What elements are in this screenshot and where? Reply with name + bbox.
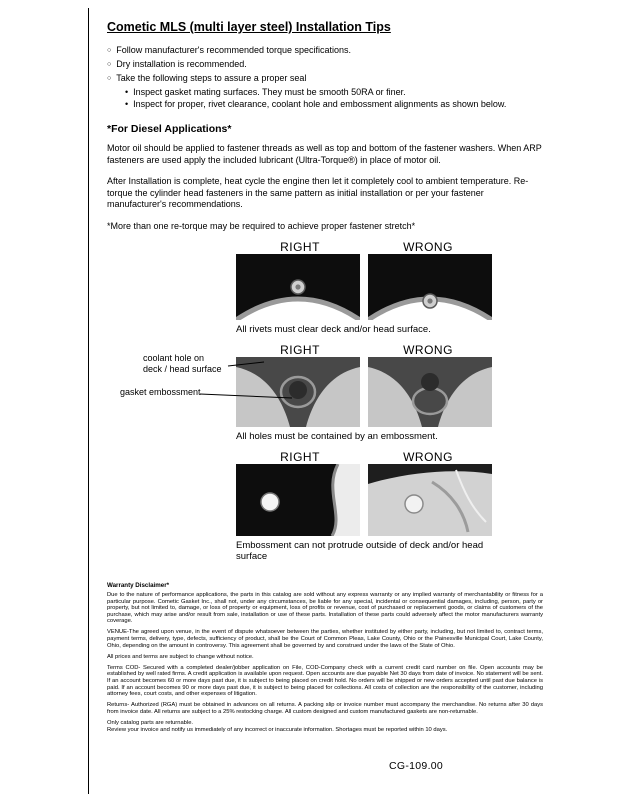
sub-tip-item: • Inspect for proper, rivet clearance, coolant hole and embossment alignments as shown below. [125, 98, 545, 110]
tip-item: ○ Take the following steps to assure a proper seal [107, 72, 545, 86]
left-margin-rule [88, 8, 89, 794]
wrong-label: WRONG [403, 240, 453, 254]
embossment-protrusion-wrong-image [368, 464, 492, 536]
sub-tip-item: • Inspect gasket mating surfaces. They must be smooth 50RA or finer. [125, 86, 545, 98]
figure-panels [236, 254, 492, 320]
legal-paragraph: All prices and terms are subject to change without notice. [107, 653, 254, 660]
legal-paragraph: VENUE-The agreed upon venue, in the event of dispute whatsoever between the parties, whether instituted by either party, including, but not limited to, contract terms, payment terms, delivery, type, defects, sufficiency of product, shall be the Court of Common Pleas, Lake County, Ohio or the Painesville Municipal Court, Lake County, Ohio, depending on the amount in controversy. This agreement shall be governed by and construed under the laws of the State of Ohio. [107, 629, 543, 649]
rivet-clearance-correct-illustration [236, 254, 360, 320]
retorque-note: *More than one re-torque may be required to achieve proper fastener stretch* [107, 220, 416, 231]
legal-paragraph: Only catalog parts are returnable. [107, 720, 194, 726]
right-label: RIGHT [280, 450, 320, 464]
gasket-embossment-annotation: gasket embossment [120, 387, 201, 397]
wrong-label: WRONG [403, 450, 453, 464]
figure-rivet-clearance [236, 240, 492, 335]
installation-tips-list [107, 44, 545, 86]
embossment-protrusion-correct-image [236, 464, 360, 536]
figure-hole-embossment [120, 343, 492, 442]
legal-paragraph: Review your invoice and notify us immediately of any incorrect or inaccurate information. Shortages must be reported within 10 days. [107, 726, 448, 733]
rivet-clearance-correct-image [236, 254, 360, 320]
figure-caption: All rivets must clear deck and/or head surface. [236, 324, 431, 335]
page-content [107, 20, 545, 733]
rivet-clearance-wrong-illustration [368, 254, 492, 320]
legal-section [107, 582, 543, 733]
annotation-pointer-lines [200, 358, 305, 403]
figure-caption: All holes must be contained by an embossment. [236, 431, 438, 442]
tip-item: ○ Follow manufacturer's recommended torque specifications. [107, 44, 545, 58]
hole-embossment-wrong-image [368, 357, 492, 427]
diesel-paragraph-2: After Installation is complete, heat cycle the engine then let it completely cool to ambient temperature. Re-torque the cylinder head fasteners in the same pattern as initial installation or per your fastener manufacturer's recommendations. [107, 176, 529, 209]
catalog-page-code: CG-109.00 [389, 760, 444, 772]
proper-seal-steps-list [125, 86, 545, 110]
embossment-protrusion-correct-illustration [236, 464, 360, 536]
figure-panels [236, 464, 492, 536]
right-label: RIGHT [280, 240, 320, 254]
diesel-paragraph-1: Motor oil should be applied to fastener threads as well as top and bottom of the fastener washers. When ARP fasteners are used apply the included lubricant (Ultra-Torque®) in place of motor oil. [107, 143, 542, 165]
rivet-clearance-wrong-image [368, 254, 492, 320]
figure-labels [236, 343, 492, 357]
coolant-hole-annotation-line2: deck / head surface [143, 363, 222, 374]
coolant-hole-annotation-line1: coolant hole on [143, 353, 205, 363]
figure-labels [236, 450, 492, 464]
hole-embossment-wrong-illustration [368, 357, 492, 427]
legal-paragraph: Returns- Authorized (RGA) must be obtained in advances on all returns. A packing slip or invoice number must accompany the merchandise. No returns after 30 days from invoice date. All returns are subject to a 25% restocking charge. All custom designed and custom manufactured gaskets are non-returnable. [107, 702, 543, 715]
embossment-protrusion-wrong-illustration [368, 464, 492, 536]
page-title: Cometic MLS (multi layer steel) Installation Tips [107, 20, 391, 34]
diesel-applications-heading: *For Diesel Applications* [107, 123, 232, 135]
legal-paragraph: Due to the nature of performance applications, the parts in this catalog are sold without any express warranty or any implied warranty of merchantability or fitness for a particular purpose. Cometic Gasket Inc., shall not, under any circumstances, be liable for any special, incidental or consequential damages, including, person, party or property, but not limited to, damage, or loss of property or equipment, loss of profits or revenue, cost of purchased or replacement goods, or claims of customers of the purchase, which may arise and/or result from sale, installation or use of these parts. Installation of these parts could adversely affect the motor manufacturers warranty coverage. [107, 592, 543, 625]
warranty-disclaimer-heading: Warranty Disclaimer* [107, 582, 170, 589]
figure-caption: Embossment can not protrude outside of deck and/or head surface [236, 540, 484, 562]
figure-labels [236, 240, 492, 254]
legal-paragraph: Terms COD- Secured with a completed dealer/jobber application on File, COD-Company check with a current credit card number on file. Open accounts may be established by well rated firms. A credit application is available upon request. Open accounts are due payable Net 30 days from date of invoice. No statement will be sent. If an account becomes 60 or more days past due, it is subject to being placed on credit hold. No orders will be shipped or new orders accepted until past due balance is paid. If an account becomes 90 or more days past due, it is subject to being placed for collections. All costs of collection are the responsibility of the customer, including attorney fees, court costs, and other expenses of litigation. [107, 664, 543, 698]
wrong-label: WRONG [403, 343, 453, 357]
tip-item: ○ Dry installation is recommended. [107, 58, 545, 72]
figure-embossment-protrusion [236, 450, 492, 562]
right-label: RIGHT [280, 343, 320, 357]
